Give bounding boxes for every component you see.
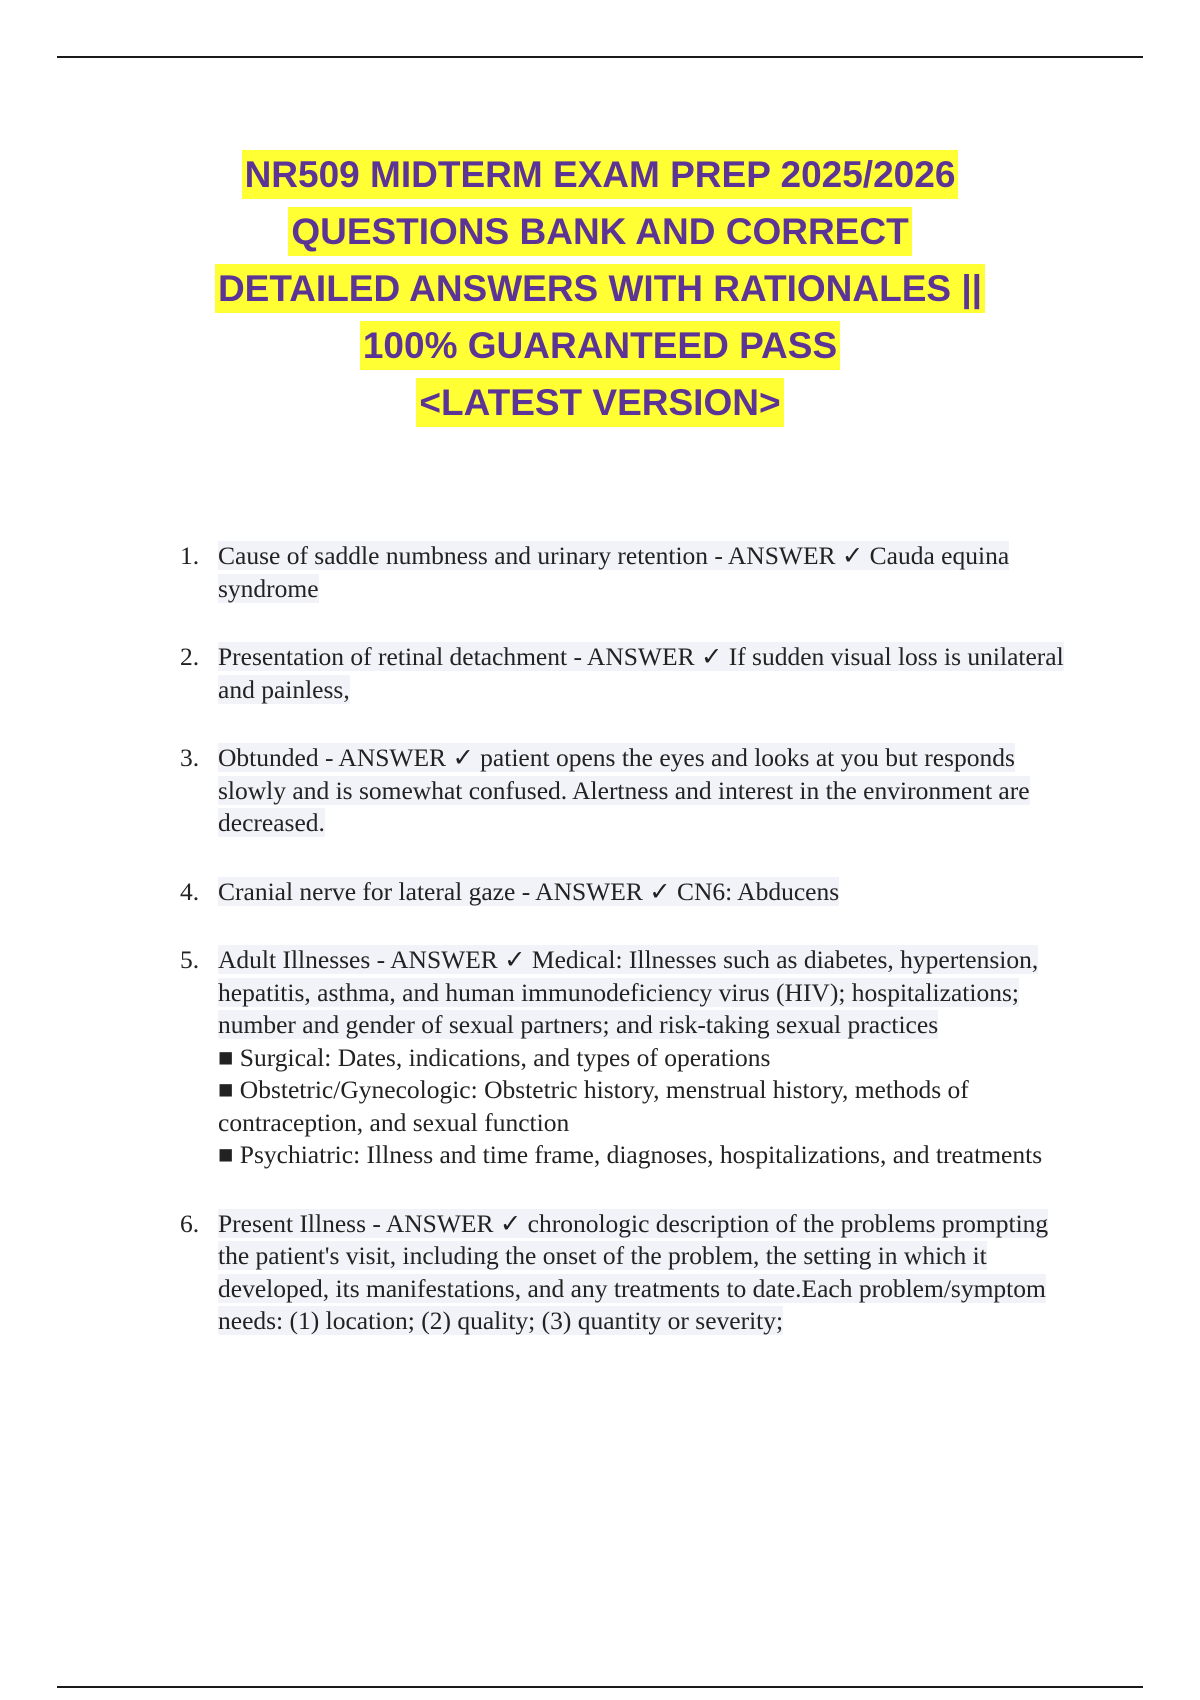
- item-text: Presentation of retinal detachment - ANSWER ✓ If sudden visual loss is unilateral and painless,: [218, 642, 1064, 704]
- item-number: 2.: [180, 642, 200, 671]
- bottom-rule: [57, 1686, 1143, 1688]
- list-item: [180, 641, 1080, 706]
- item-number: 6.: [180, 1208, 200, 1238]
- item-text: Adult Illnesses - ANSWER ✓ Medical: Illnesses such as diabetes, hypertension, hepatitis, asthma, and human immunodeficiency virus (HIV); hospitalizations; number and gender of sexual partners; and risk-taking sexual practices: [218, 945, 1039, 1039]
- title-line: NR509 MIDTERM EXAM PREP 2025/2026: [0, 146, 1200, 203]
- list-item: [180, 1208, 1080, 1338]
- list-item: [180, 540, 1080, 605]
- title-line: QUESTIONS BANK AND CORRECT: [0, 203, 1200, 260]
- item-number: 3.: [180, 743, 200, 772]
- item-text: Cranial nerve for lateral gaze - ANSWER ✓ CN6: Abducens: [218, 876, 840, 906]
- item-sub-line: ■ Obstetric/Gynecologic: Obstetric history, menstrual history, methods of contraception, and sexual function: [218, 1075, 969, 1137]
- item-number: 4.: [180, 876, 200, 906]
- item-sub-line: ■ Surgical: Dates, indications, and types of operations: [218, 1042, 771, 1072]
- title-line: 100% GUARANTEED PASS: [0, 317, 1200, 374]
- item-text: Present Illness - ANSWER ✓ chronologic description of the problems prompting the patient's visit, including the onset of the problem, the setting in which it developed, its manifestations, and any treatments to date.Each problem/symptom needs: (1) location; (2) quality; (3) quantity or severity;: [218, 1208, 1049, 1335]
- item-text: Obtunded - ANSWER ✓ patient opens the eyes and looks at you but responds slowly and is somewhat confused. Alertness and interest in the environment are decreased.: [218, 743, 1030, 837]
- document-title: [0, 146, 1200, 431]
- list-item: [180, 742, 1080, 840]
- item-text: Cause of saddle numbness and urinary retention - ANSWER ✓ Cauda equina syndrome: [218, 541, 1010, 603]
- item-number: 5.: [180, 945, 200, 974]
- title-line: DETAILED ANSWERS WITH RATIONALES ||: [0, 260, 1200, 317]
- question-answer-list: [180, 540, 1080, 1338]
- list-item: [180, 876, 1080, 909]
- top-rule: [57, 56, 1143, 58]
- item-sub-line: ■ Psychiatric: Illness and time frame, diagnoses, hospitalizations, and treatments: [218, 1140, 1043, 1169]
- item-number: 1.: [180, 541, 200, 570]
- title-line: <LATEST VERSION>: [0, 374, 1200, 431]
- list-item: [180, 944, 1080, 1172]
